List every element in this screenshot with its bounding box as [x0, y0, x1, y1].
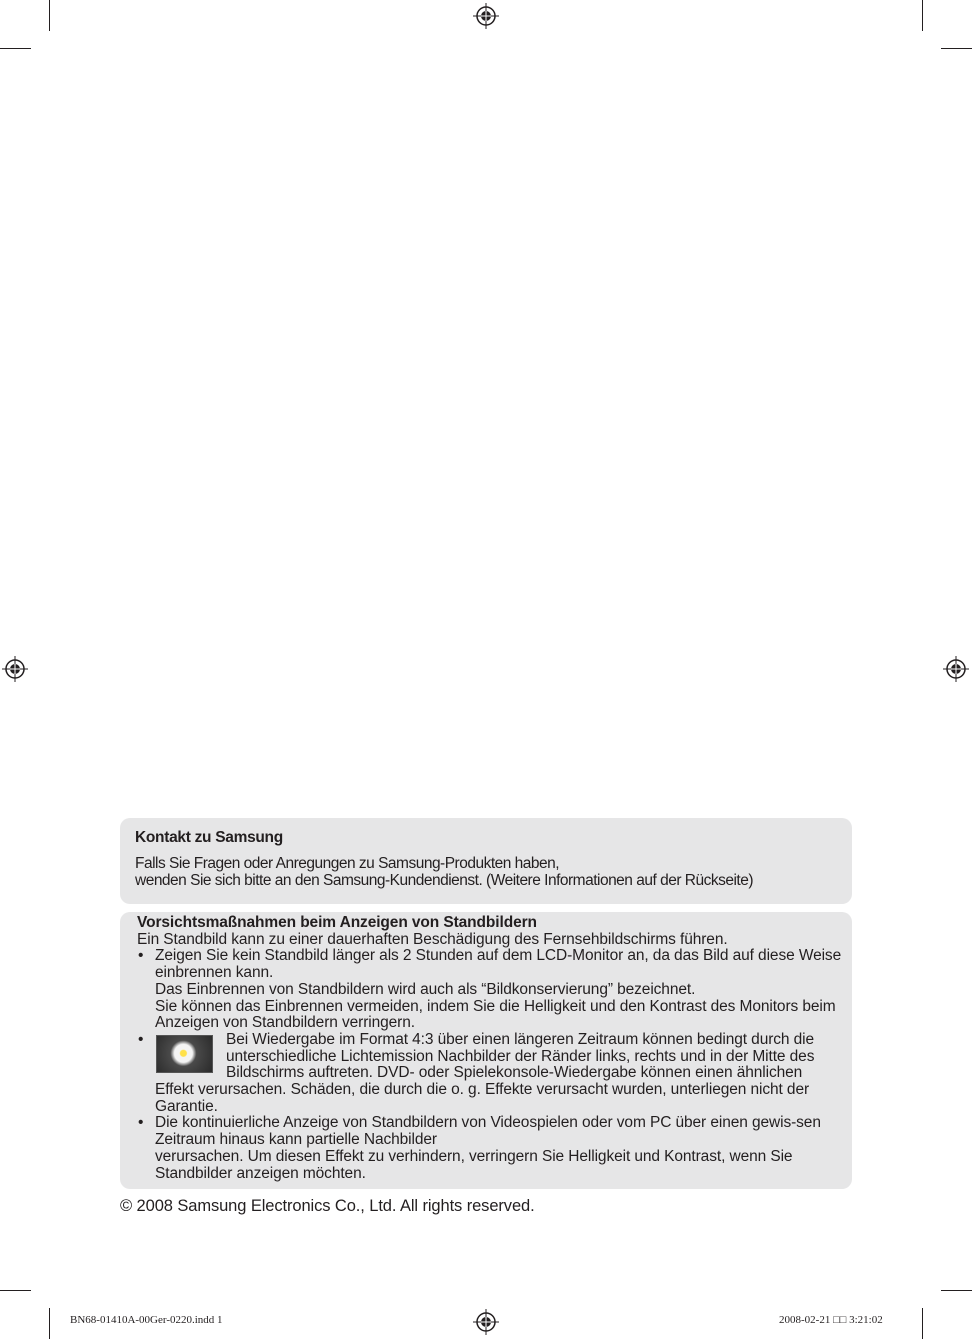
registration-mark-icon [473, 3, 499, 29]
bullet-3-text-2: verursachen. Um diesen Effekt zu verhindern, verringern Sie Helligkeit und Kontrast, wenn Sie Standbilder anzeigen möchten. [155, 1147, 793, 1182]
caution-box [120, 912, 852, 1189]
bullet-dot: • [138, 947, 144, 965]
contact-title: Kontakt zu Samsung [135, 829, 283, 846]
bullet-3-text-1: Die kontinuierliche Anzeige von Standbildern von Videospielen oder vom PC über einen gewis-sen Zeitraum hinaus kann partielle Nachbilder [155, 1114, 821, 1149]
crop-mark [922, 1308, 923, 1339]
bullet-item [137, 1115, 845, 1182]
caution-content [137, 915, 845, 1182]
crop-mark [941, 48, 972, 49]
flower-screen-image [156, 1035, 213, 1073]
registration-mark-icon [943, 656, 969, 682]
copyright-notice: © 2008 Samsung Electronics Co., Ltd. All rights reserved. [120, 1197, 535, 1215]
slug-date: 2008-02-21 □□ 3:21:02 [779, 1314, 883, 1326]
slug-file: BN68-01410A-00Ger-0220.indd 1 [70, 1314, 223, 1326]
crop-mark [941, 1290, 972, 1291]
crop-mark [49, 0, 50, 31]
bullet-dot: • [138, 1030, 144, 1048]
caution-title: Vorsichtsmaßnahmen beim Anzeigen von Standbildern [137, 914, 537, 931]
bullet-1-text-1: Zeigen Sie kein Standbild länger als 2 Stunden auf dem LCD-Monitor an, da das Bild auf diese Weise einbrennen kann. [155, 947, 842, 982]
contact-line-1: Falls Sie Fragen oder Anregungen zu Samsung-Produkten haben, [135, 855, 560, 872]
crop-mark [49, 1308, 50, 1339]
bullet-1-text-2: Das Einbrennen von Standbildern wird auch als “Bildkonservierung” bezeichnet. [155, 980, 696, 998]
contact-box [120, 818, 852, 904]
crop-mark [0, 48, 31, 49]
contact-line-2: wenden Sie sich bitte an den Samsung-Kundendienst. (Weitere Informationen auf der Rückseite) [135, 872, 754, 889]
contact-body [135, 855, 753, 889]
bullet-2-text: Bei Wiedergabe im Format 4:3 über einen längeren Zeitraum können bedingt durch die unterschiedliche Lichtemission Nachbilder der Ränder links, rechts und in der Mitte des Bildschirms auftreten. DVD- oder Spielekonsole-Wiedergabe können einen ähnlichen Effekt verursachen. Schäden, die durch die o. g. Effekte verursacht wurden, unterliegen nicht der Garantie. [155, 1030, 815, 1115]
bullet-dot: • [138, 1114, 144, 1132]
bullet-item [137, 1032, 845, 1116]
registration-mark-icon [2, 656, 28, 682]
caution-intro: Ein Standbild kann zu einer dauerhaften Beschädigung des Fernsehbildschirms führen. [137, 930, 728, 948]
crop-mark [0, 1290, 31, 1291]
bullet-item [137, 948, 845, 1032]
crop-mark [922, 0, 923, 31]
bullet-1-text-3: Sie können das Einbrennen vermeiden, indem Sie die Helligkeit und den Kontrast des Monitors beim Anzeigen von Standbildern verringern. [155, 997, 836, 1032]
registration-mark-icon [473, 1309, 499, 1335]
